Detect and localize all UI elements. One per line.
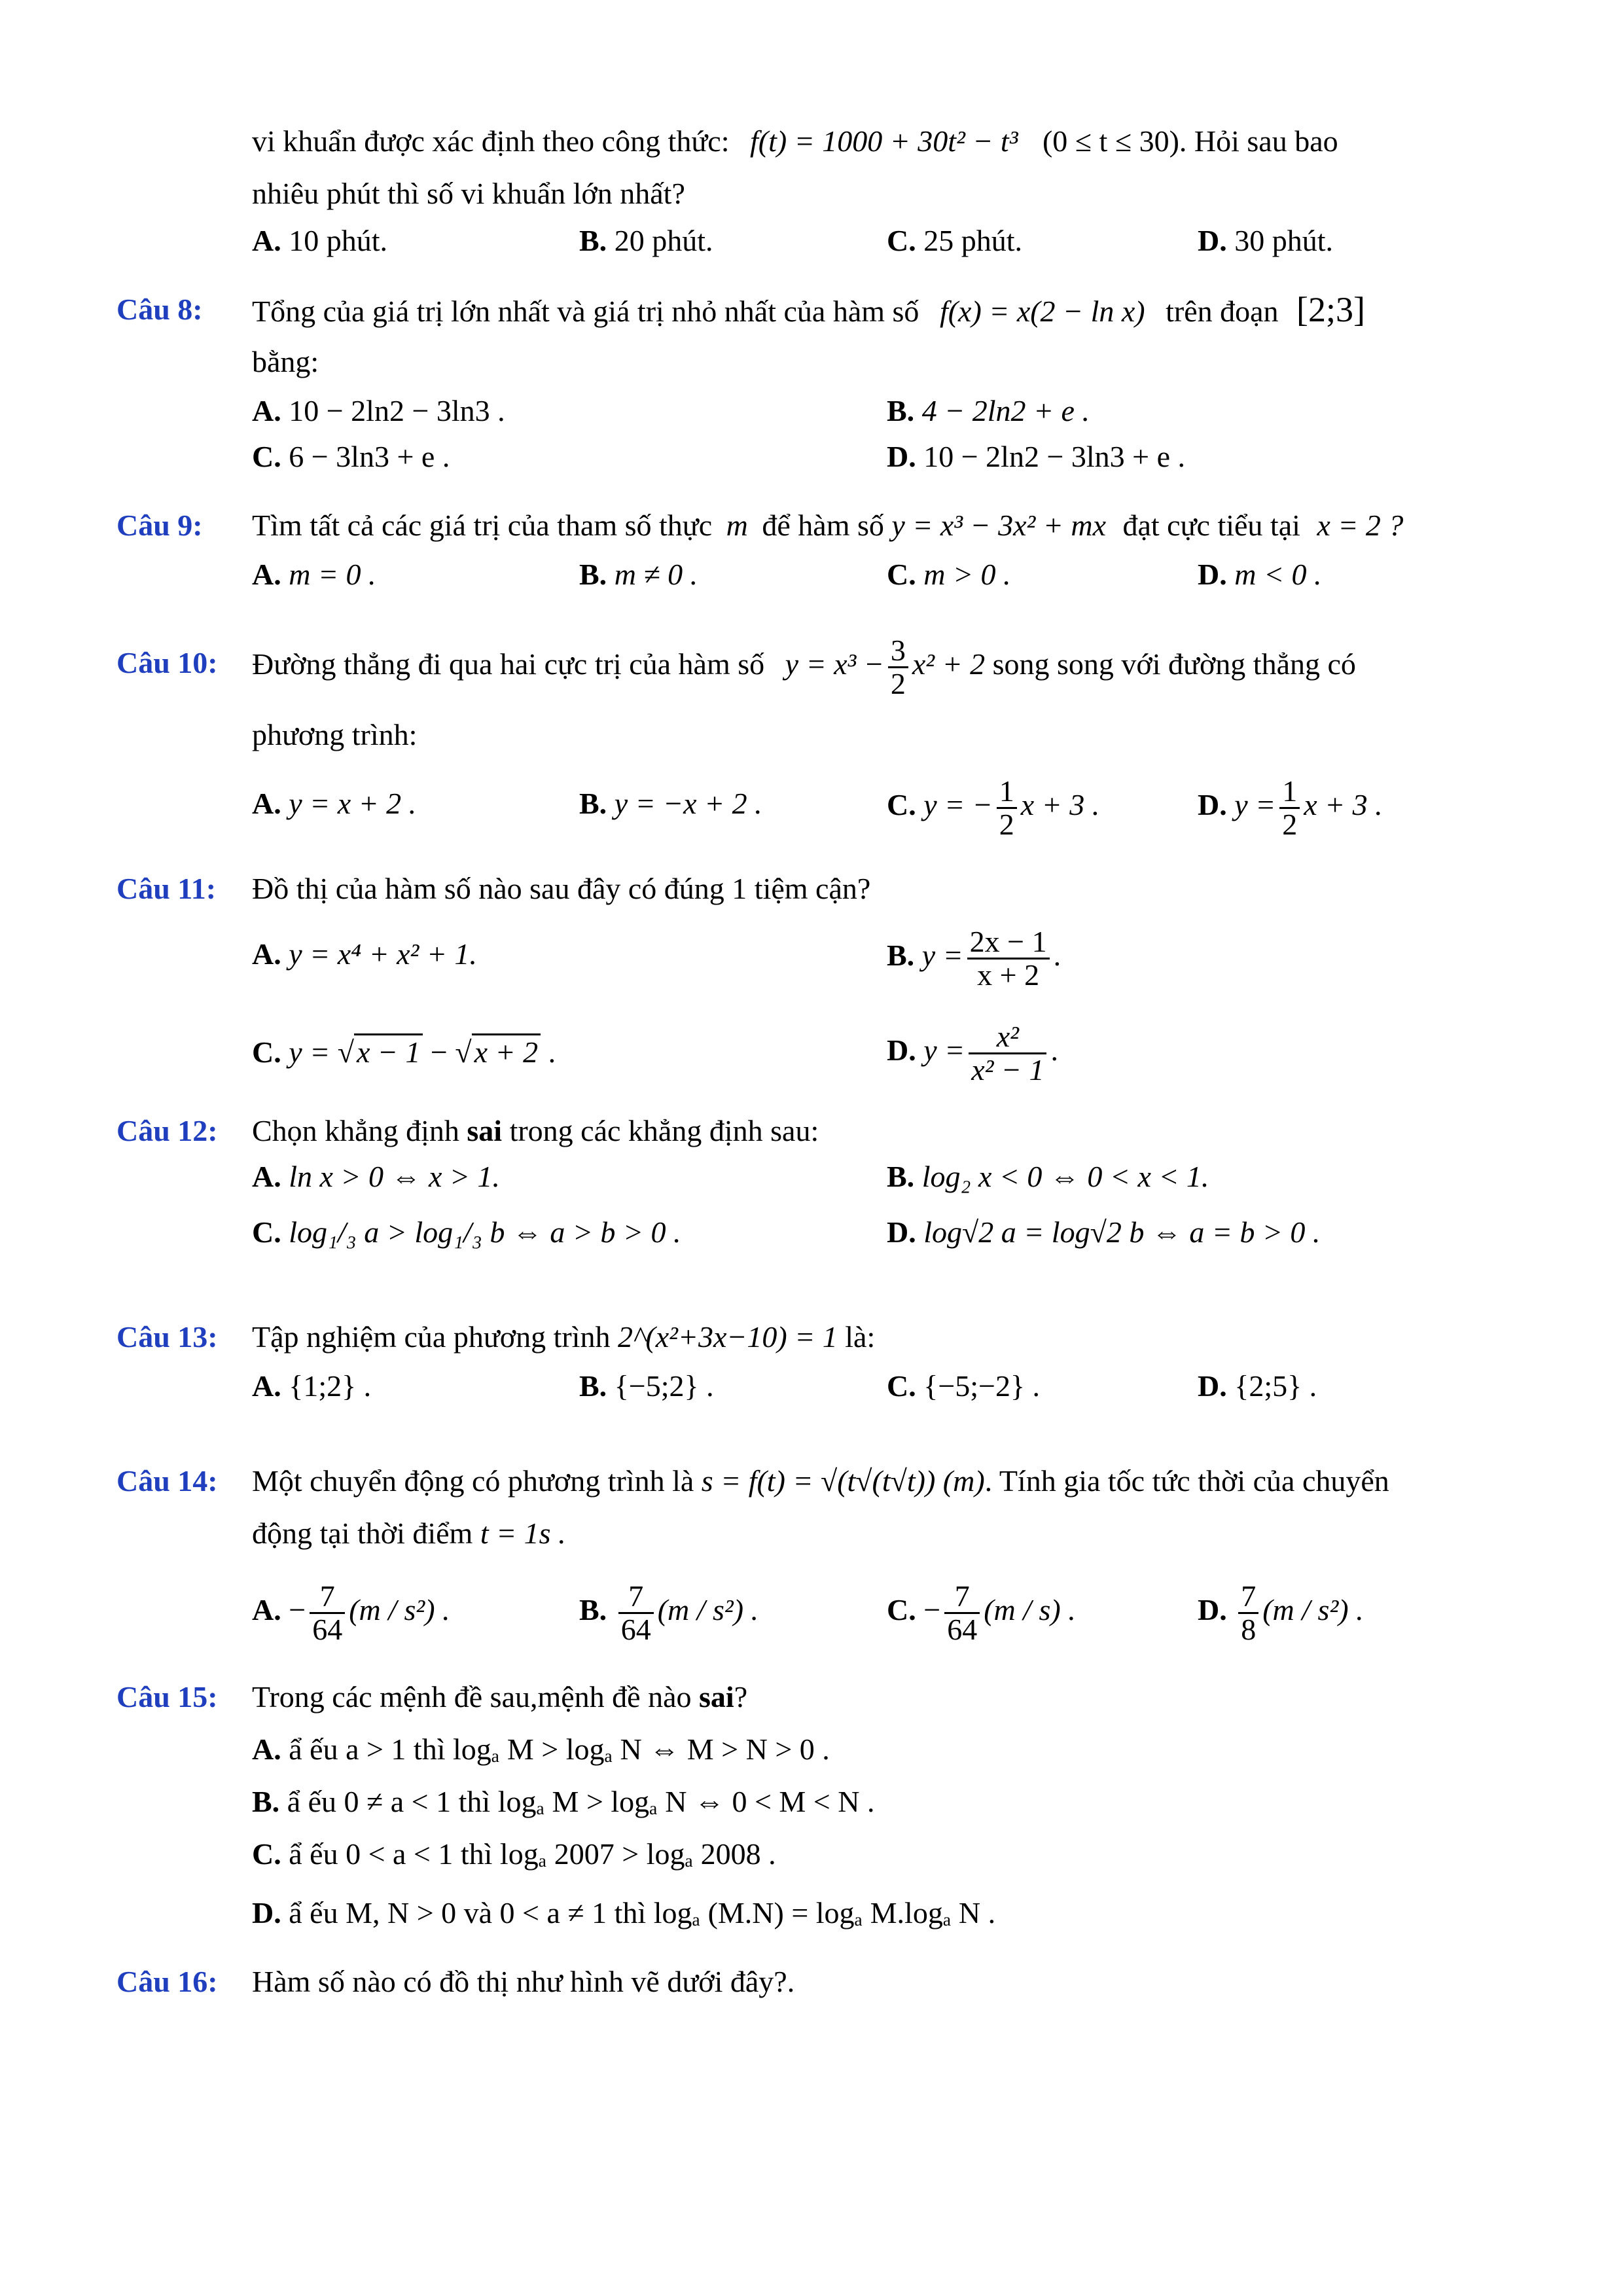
q8-function: f(x) = x(2 − ln x) [939, 295, 1145, 328]
q9-function: y = x³ − 3x² + mx [891, 509, 1106, 542]
q10-choice-a: A. y = x + 2 . [252, 787, 417, 820]
q13-choice-a: A. {1;2} . [252, 1369, 372, 1403]
q9-choice-c: C. m > 0 . [887, 558, 1011, 591]
q11-choice-a: A. y = x⁴ + x² + 1. [252, 937, 477, 971]
q14-line1: Một chuyển động có phương trình là s = f(t) = √(t√(t√t)) (m). Tính gia tốc tức thời của chuyển [252, 1464, 1389, 1498]
q10-choice-d: D. y = $\frac{1}{2}$ x + 3 . [1198, 774, 1383, 841]
q14-label: Câu 14: [116, 1464, 218, 1498]
q14-choice-c: C. − $\frac{7}{64}$ (m / s) . [887, 1579, 1076, 1646]
q14-equation: s = f(t) = √(t√(t√t)) (m) [701, 1464, 985, 1498]
q10-choice-b: B. y = −x + 2 . [579, 787, 762, 820]
q12-label: Câu 12: [116, 1114, 218, 1147]
q9-line1: Tìm tất cả các giá trị của tham số thực m để hàm số y = x³ − 3x² + mx đạt cực tiểu tại x = 2 ? [252, 509, 1404, 542]
q15-choice-b: B. ẩ ếu 0 ≠ a < 1 thì logₐ M > logₐ N ⇔ 0 < M < N . [252, 1785, 875, 1818]
q10-choice-c: C. y = − $\frac{1}{2}$ x + 3 . [887, 774, 1100, 841]
q8-line2: bằng: [252, 345, 319, 378]
q7-choice-b: B. 20 phút. [579, 224, 713, 257]
q7-choice-d: D. 30 phút. [1198, 224, 1334, 257]
q9-choice-d: D. m < 0 . [1198, 558, 1322, 591]
q15-line1: Trong các mệnh đề sau,mệnh đề nào sai? [252, 1680, 748, 1713]
q7-line2: nhiêu phút thì số vi khuẩn lớn nhất? [252, 177, 685, 210]
q12-choice-a: A. ln x > 0 ⇔ x > 1. [252, 1160, 500, 1193]
q12-choice-d: D. log√2 a = log√2 b ⇔ a = b > 0 . [887, 1215, 1321, 1249]
q8-choice-d: D. 10 − 2ln2 − 3ln3 + e . [887, 440, 1186, 473]
q14-line2: động tại thời điểm t = 1s . [252, 1516, 566, 1550]
q11-choice-d: D. y = $\frac{\text{x²}}{\text{x² − 1}}$ . [887, 1019, 1058, 1086]
q16-label: Câu 16: [116, 1965, 218, 1998]
q13-choice-b: B. {−5;2} . [579, 1369, 714, 1403]
q7-domain: (0 ≤ t ≤ 30) [1042, 124, 1179, 158]
q10-label: Câu 10: [116, 646, 218, 679]
q15-label: Câu 15: [116, 1680, 218, 1713]
q12-choice-c: C. log₁/₃ a > log₁/₃ b ⇔ a > b > 0 . [252, 1215, 681, 1249]
q15-choice-d: D. ẩ ếu M, N > 0 và 0 < a ≠ 1 thì logₐ (M.N) = logₐ M.logₐ N . [252, 1896, 996, 1929]
q13-choice-d: D. {2;5} . [1198, 1369, 1317, 1403]
q14-choice-d: D. $\frac{7}{8}$ (m / s²) . [1198, 1579, 1364, 1646]
q9-label: Câu 9: [116, 509, 203, 542]
q13-choice-c: C. {−5;−2} . [887, 1369, 1041, 1403]
q10-line1: Đường thẳng đi qua hai cực trị của hàm số y = x³ − $\frac{3}{2}$ x² + 2 song song với đường thẳng có [252, 633, 1356, 700]
q8-line1: Tổng của giá trị lớn nhất và giá trị nhỏ nhất của hàm số f(x) = x(2 − ln x) trên đoạn [2;3] [252, 290, 1366, 329]
q11-choice-c: C. y = √x − 1 − √x + 2 . [252, 1034, 556, 1071]
q13-label: Câu 13: [116, 1320, 218, 1354]
q12-choice-b: B. log₂ x < 0 ⇔ 0 < x < 1. [887, 1160, 1209, 1193]
q7-choice-a: A. 10 phút. [252, 224, 388, 257]
q15-choice-c: C. ẩ ếu 0 < a < 1 thì logₐ 2007 > logₐ 2008 . [252, 1837, 776, 1871]
q8-choice-c: C. 6 − 3ln3 + e . [252, 440, 450, 473]
q7-formula: f(t) = 1000 + 30t² − t³ [750, 124, 1018, 158]
q9-choice-b: B. m ≠ 0 . [579, 558, 698, 591]
q11-line1: Đồ thị của hàm số nào sau đây có đúng 1 tiệm cận? [252, 872, 871, 905]
q8-choice-a: A. 10 − 2ln2 − 3ln3 . [252, 394, 505, 427]
q8-label: Câu 8: [116, 293, 203, 326]
q11-choice-b: B. y = $\frac{2x - 1}{x + 2}$ . [887, 924, 1061, 992]
q9-choice-a: A. m = 0 . [252, 558, 376, 591]
q14-choice-a: A. − $\frac{7}{64}$ (m / s²) . [252, 1579, 450, 1646]
q15-choice-a: A. ẩ ếu a > 1 thì logₐ M > logₐ N ⇔ M > N > 0 . [252, 1732, 830, 1766]
q13-equation: 2^(x²+3x−10) = 1 [617, 1320, 838, 1354]
q7-choice-c: C. 25 phút. [887, 224, 1023, 257]
q8-interval: [2;3] [1296, 290, 1366, 329]
q7-line1: vi khuẩn được xác định theo công thức: f(t) = 1000 + 30t² − t³ (0 ≤ t ≤ 30). Hỏi sau bao [252, 124, 1338, 158]
q11-label: Câu 11: [116, 872, 217, 905]
q10-line2: phương trình: [252, 718, 418, 751]
q13-line1: Tập nghiệm của phương trình 2^(x²+3x−10) = 1 là: [252, 1320, 876, 1354]
q12-line1: Chọn khẳng định sai trong các khẳng định sau: [252, 1114, 819, 1147]
q16-line1: Hàm số nào có đồ thị như hình vẽ dưới đây?. [252, 1965, 795, 1998]
q14-choice-b: B. $\frac{7}{64}$ (m / s²) . [579, 1579, 759, 1646]
q8-choice-b: B. 4 − 2ln2 + e . [887, 394, 1090, 427]
